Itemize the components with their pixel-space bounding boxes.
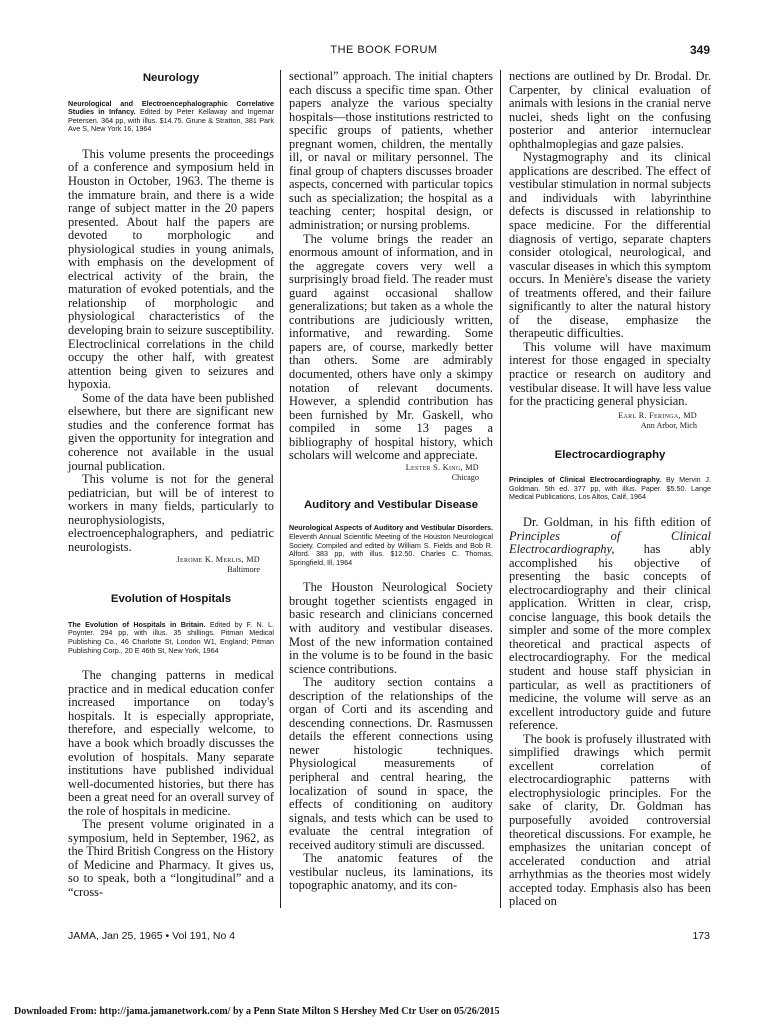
book-title: The Evolution of Hospitals in Britain. bbox=[68, 619, 206, 629]
book-details: Edited by Peter Kellaway and Ingemar Petersen. 364 pp, with illus. $14.75. Grune & Stratton, 381 Park Ave S, New York 16, 1964 bbox=[68, 107, 275, 134]
paragraph-rest: has ably accomplished his objective of presenting the basic concepts of electrocardiography and their clinical application. Written in clear, crisp, concise language, this book details the simpler and some of the more complex theoretical and practical aspects of electrocardiography. For the medical student and house staff physician in particular, as well as practitioners of medicine, the volume will serve as an excellent introductory guide and future reference. bbox=[509, 542, 711, 733]
column-divider bbox=[280, 70, 281, 908]
review-paragraph: The present volume originated in a symposium, held in September, 1962, as the Third British Congress on the History of Medicine and Pharmacy. It gives us, so to speak, both a “longitudinal” and a “cross- bbox=[68, 817, 274, 899]
reviewer-name: Jerome K. Merlis, MD bbox=[176, 555, 260, 565]
reviewer-location: Ann Arbor, Mich bbox=[640, 420, 697, 430]
review-heading: Auditory and Vestibular Disease bbox=[303, 498, 479, 511]
journal-footer: JAMA, Jan 25, 1965 • Vol 191, No 4 bbox=[68, 930, 236, 942]
review-paragraph: The volume brings the reader an enormous amount of information, and in the aggregate covers very well a surprisingly broad field. The reader must guard against occasional shallow generalizations; but taken as a whole the contributions are judiciously written, informative, and rewarding. Some papers are, of course, markedly better than others. Some are admirably documented, others have only a skimpy notation of relevant documents. However, a splendid contribution has been furnished by Mr. Gaskell, who compiled in some 13 pages a bibliography of hospital history, which scholars will welcome and appreciate. bbox=[289, 231, 493, 463]
review-paragraph: The Houston Neurological Society brought together scientists engaged in basic research and clinicians concerned with auditory and vestibular diseases. Most of the new information contained in the volume is to be found in the basic science contributions. bbox=[289, 580, 493, 676]
book-title: Neurological Aspects of Auditory and Vestibular Disorders. bbox=[289, 523, 493, 533]
book-details: Edited by F. N. L. Poynter. 294 pp, with illus. 35 shillings. Pitman Medical Publishing Co., 46 Charlotte St, London W1, England; Pitman Publishing Corp., 20 E 46th St, New York, 1964 bbox=[68, 619, 275, 655]
column-3 bbox=[509, 70, 711, 909]
book-title: Principles of Clinical Electrocardiography. bbox=[509, 475, 662, 485]
review-paragraph: This volume is not for the general pediatrician, but will be of interest to workers in many fields, particularly to neurophysiologists, electroencephalographers, and pediatric neurologists. bbox=[68, 472, 274, 554]
book-citation bbox=[68, 100, 274, 134]
book-details: Eleventh Annual Scientific Meeting of the Houston Neurological Society. Compiled and edited by William S. Fields and Bob R. Alford. 383 pp, with illus. $12.50. Charles C. Thomas, Springfield, Ill, 1964 bbox=[289, 532, 493, 567]
reviewer-name: Earl R. Feringa, MD bbox=[618, 410, 697, 420]
book-title: Neurological and Electroencephalographic Correlative Studies in Infancy. bbox=[68, 98, 274, 117]
review-paragraph: This volume will have maximum interest for those engaged in specialty practice or research on auditory and vestibular disease. It will have less value for the practicing general physician. bbox=[509, 339, 711, 409]
paragraph-lead: Dr. Goldman, in his fifth edition of bbox=[523, 515, 711, 529]
reviewer-location: Chicago bbox=[451, 472, 479, 482]
review-paragraph: sectional” approach. The initial chapters each discuss a specific time span. Other papers analyze the various specialty hospitals—those institutions restricted to specific groups of patients, whether pregnant women, children, the mentally ill, or naval or military personnel. The final group of chapters discusses broader aspects, concerned with particular topics such as specialization; the hospital as a teaching center; hospital design, or administration; or nursing problems. bbox=[289, 69, 493, 233]
book-citation bbox=[509, 476, 711, 502]
column-1 bbox=[68, 70, 274, 900]
footer-page-number: 173 bbox=[692, 930, 710, 942]
review-heading: Electrocardiography bbox=[554, 448, 666, 461]
book-title-italic: Principles of Clinical Electrocardiography, bbox=[509, 528, 711, 557]
page-header-title: THE BOOK FORUM bbox=[330, 44, 438, 56]
review-paragraph: The book is profusely illustrated with simplified drawings which permit excellent correlation of electrocardiographic patterns with electrophysiologic principles. For the sake of clarity, Dr. Goldman has purposefully avoided controversial theoretical discussions. For example, he emphasizes the unitarian concept of accelerated conduction and atrial arrhythmias as the theories most widely accepted today. Emphasis also has been placed on bbox=[509, 731, 711, 909]
column-2 bbox=[289, 70, 493, 893]
review-paragraph: This volume presents the proceedings of a conference and symposium held in Houston in October, 1963. The theme is the immature brain, and there is a wide range of subject matter in the 20 papers presented. About half the papers are devoted to morphologic and physiological studies in young animals, with emphasis on the development of electrical activity of the brain, the maturation of evoked potentials, and the relationship of morphologic and physiological characteristics of the developing brain to seizure susceptibility. Electroclinical correlations in the child occupy the other half, with greatest attention being given to seizures and hypoxia. bbox=[68, 146, 274, 392]
review-paragraph: Some of the data have been published elsewhere, but there are significant new studies and the conference format has given the opportunity for integration and coherence not available in the usual journal publication. bbox=[68, 390, 274, 473]
review-paragraph: The changing patterns in medical practice and in medical education confer increased importance on today's hospitals. It is especially appropriate, therefore, and especially welcome, to have a book which broadly discusses the evolution of hospitals. Many separate institutions have published individual well-documented histories, but there has been a great need for an overall survey of the role of hospitals in medicine. bbox=[68, 668, 274, 818]
reviewer-location: Baltimore bbox=[227, 565, 260, 575]
book-citation bbox=[289, 524, 493, 567]
download-notice: Downloaded From: http://jama.jamanetwork.com/ by a Penn State Milton S Hershey Med Ctr User on 05/26/2015 bbox=[14, 1006, 500, 1017]
reviewer-name: Lester S. King, MD bbox=[405, 462, 479, 472]
review-paragraph: Nystagmography and its clinical applications are described. The effect of vestibular stimulation in normal subjects and individuals with labyrinthine defects is discussed in relationship to space medicine. For the differential diagnosis of vertigo, separate chapters consider otological, neurological, and vascular diseases in which this symptom occurs. In Menière's disease the variety of treatments offered, and their failure significantly to alter the natural history of the disease, emphasize the therapeutic difficulties. bbox=[509, 150, 711, 341]
review-paragraph: The anatomic features of the vestibular nucleus, its laminations, its topographic anatomy, and its con- bbox=[289, 851, 493, 893]
column-divider bbox=[500, 70, 501, 908]
page-number: 349 bbox=[689, 43, 710, 57]
review-paragraph: nections are outlined by Dr. Brodal. Dr. Carpenter, by clinical evaluation of animals with lesions in the cranial nerve nuclei, sheds light on the confusing posterior and anterior internuclear ophthalmoplegias and gaze palsies. bbox=[509, 69, 711, 151]
review-heading: Evolution of Hospitals bbox=[110, 593, 232, 606]
review-paragraph bbox=[509, 516, 711, 733]
book-citation bbox=[68, 621, 274, 655]
review-heading: Neurology bbox=[142, 72, 200, 84]
review-paragraph: The auditory section contains a description of the relationships of the organ of Corti and its ascending and descending connections. Dr. Rasmussen details the efferent connections using newer histologic techniques. Physiological measurements of peripheral and central hearing, the localization of sound in space, the effects of conditioning on auditory signals, and tests which can be used to evaluate the central integration of received auditory stimuli are discussed. bbox=[289, 675, 493, 852]
book-details: By Mervin J. Goldman. 5th ed. 377 pp, with illus. Paper. $5.50. Lange Medical Publications, Los Altos, Calif, 1964 bbox=[509, 475, 711, 502]
